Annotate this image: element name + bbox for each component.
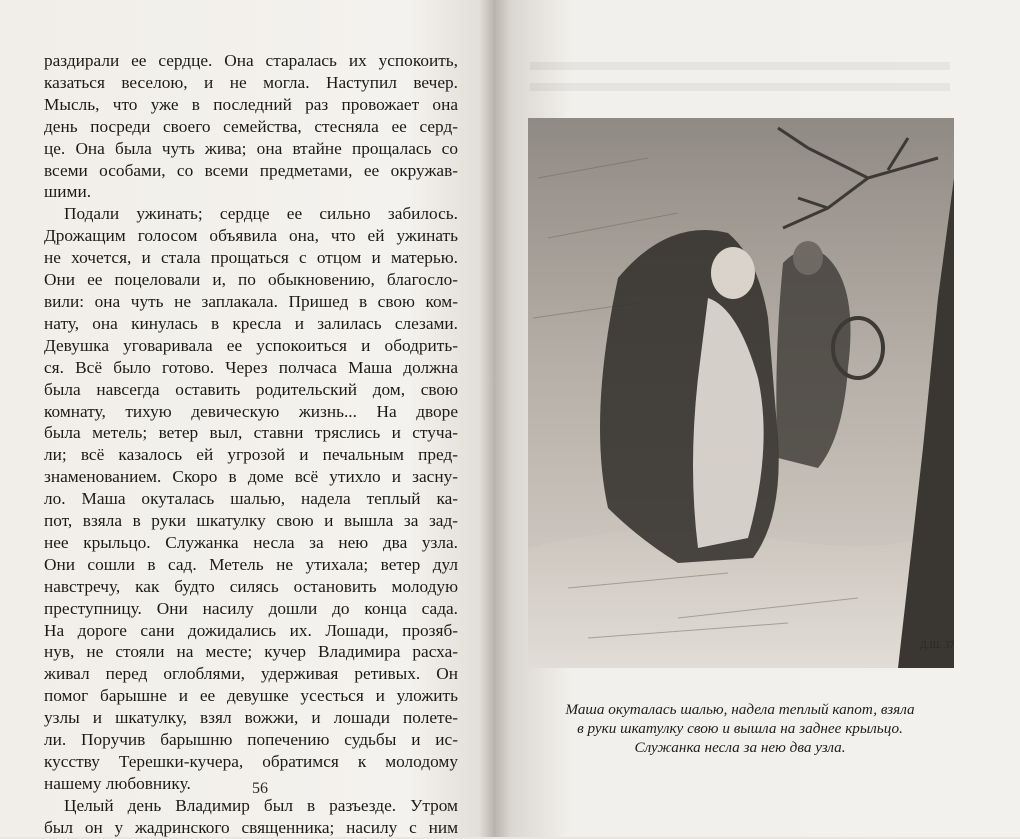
text-line: це. Она была чуть жива; она втайне прощалась со xyxy=(44,138,458,158)
text-line: день посреди своего семейства, стесняла ее серд- xyxy=(44,116,458,136)
figure-servant-head xyxy=(793,241,823,275)
text-line: ли. Поручив барышню попечению судьбы и ис- xyxy=(44,730,458,750)
text-line: навстречу, как будто силясь остановить молодую xyxy=(44,576,458,596)
text-line: не хочется, и стала прощаться с отцом и матерью. xyxy=(44,248,458,268)
text-line: преступницу. Они насилу дошли до конца сада. xyxy=(44,598,458,618)
text-line: шими. xyxy=(44,182,92,202)
illustration-drawing xyxy=(528,118,954,668)
figure-masha-face xyxy=(711,247,755,299)
text-line: ся. Всё было готово. Через полчаса Маша должна xyxy=(44,357,458,377)
caption-line-2: в руки шкатулку свою и вышла на заднее крыльцо. xyxy=(577,720,903,737)
text-line: казаться веселою, и не могла. Наступил вечер. xyxy=(44,72,458,92)
body-text xyxy=(44,50,458,839)
text-line: всеми особами, со всеми предметами, ее окружав- xyxy=(44,160,458,180)
text-line: ло. Маша окуталась шалью, надела теплый ка- xyxy=(44,489,458,509)
caption-line-3: Служанка несла за нею два узла. xyxy=(634,739,846,756)
text-line: нее крыльцо. Служанка несла за нею два узла. xyxy=(44,532,458,552)
text-line: был он у жадринского священника; насилу с ним xyxy=(44,817,458,837)
illustration xyxy=(528,118,954,668)
text-line: была навсегда оставить родительский дом, свою xyxy=(44,379,458,399)
text-line: нату, она кинулась в кресла и залилась слезами. xyxy=(44,313,458,333)
text-line: раздирали ее сердце. Она старалась их успокоить, xyxy=(44,51,458,70)
illustration-caption xyxy=(520,700,960,757)
text-line: Они сошли в сад. Метель не утихала; ветер дул xyxy=(44,554,458,574)
text-line: нашему любовнику. xyxy=(44,773,191,793)
text-line: вили: она чуть не заплакала. Пришед в свою ком- xyxy=(44,291,458,311)
text-line: кусству Терешки-кучера, обратимся к молодому xyxy=(44,752,458,771)
text-line: Мысль, что уже в последний раз провожает она xyxy=(44,94,458,114)
right-page xyxy=(500,0,1020,837)
left-page xyxy=(0,0,488,837)
artist-signature: Д.Ш. 37 xyxy=(920,640,954,651)
text-line: На дороге сани дожидались их. Лошади, прозяб- xyxy=(44,620,458,640)
text-line: комнату, тихую девическую жизнь... На дворе xyxy=(44,401,458,421)
text-line: Подали ужинать; сердце ее сильно забилось. xyxy=(64,204,458,224)
text-line: знаменованием. Скоро в доме всё утихло и засну- xyxy=(44,467,458,487)
text-line: была метель; ветер выл, ставни тряслись и стуча- xyxy=(44,423,458,443)
show-through-text xyxy=(530,62,950,102)
text-line: Дрожащим голосом объявила она, что ей ужинать xyxy=(44,226,458,246)
text-line: нув, не стояли на месте; кучер Владимира расха- xyxy=(44,642,458,662)
text-line: Целый день Владимир был в разъезде. Утром xyxy=(64,795,458,815)
text-line: Девушка уговаривала ее успокоиться и ободрить- xyxy=(44,335,458,355)
text-line: помог барышне и ее девушке усесться и уложить xyxy=(44,686,458,706)
caption-line-1: Маша окуталась шалью, надела теплый капот, взяла xyxy=(565,701,915,718)
text-line: Они ее поцеловали и, по обыкновению, благосло- xyxy=(44,270,458,290)
text-line: узлы и шкатулку, взял вожжи, и лошади полете- xyxy=(44,708,458,728)
page-number: 56 xyxy=(252,780,268,797)
text-line: пот, взяла в руки шкатулку свою и вышла за зад- xyxy=(44,511,458,531)
text-line: ли; всё казалось ей угрозой и печальным пред- xyxy=(44,445,458,465)
text-line: живал перед оглоблями, удерживая ретивых. Он xyxy=(44,664,458,684)
